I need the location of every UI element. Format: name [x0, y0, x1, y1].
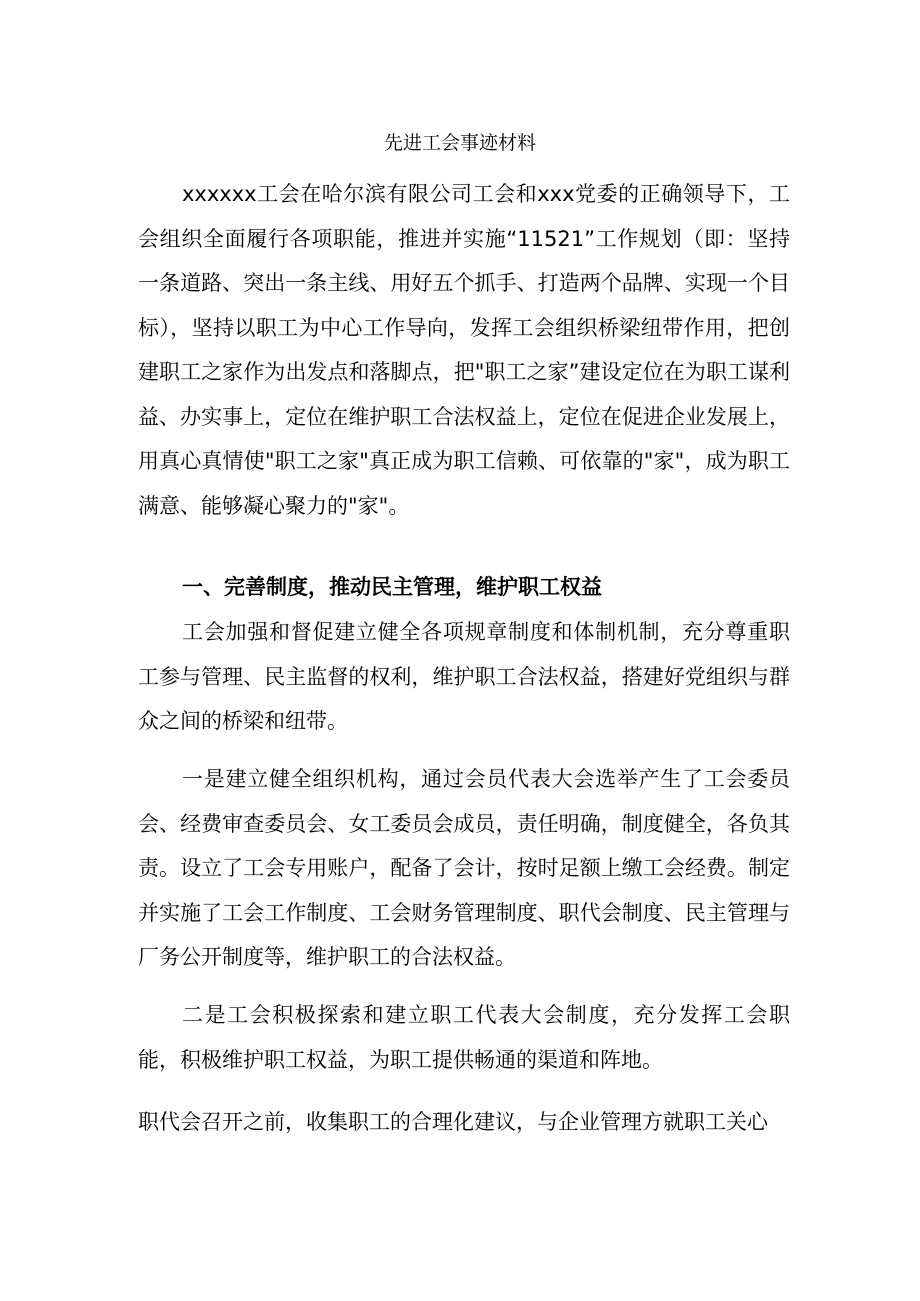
paragraph-organization: 一是建立健全组织机构，通过会员代表大会选举产生了工会委员会、经费审查委员会、女工委员会成员，责任明确，制度健全，各负其责。设立了工会专用账户，配备了会计，按时足额上缴工会经费。制定并实施了工会工作制度、工会财务管理制度、职代会制度、民主管理与厂务公开制度等，维护职工的合法权益。: [138, 767, 790, 969]
paragraph-system-building: 工会加强和督促建立健全各项规章制度和体制机制，充分尊重职工参与管理、民主监督的权利，维护职工合法权益，搭建好党组织与群众之间的桥梁和纽带。: [138, 620, 790, 733]
document-title: 先进工会事迹材料: [383, 132, 536, 154]
intro-paragraph: xxxxxx工会在哈尔滨有限公司工会和xxx党委的正确领导下，工会组织全面履行各项职能，推进并实施“11521”工作规划（即：坚持一条道路、突出一条主线、用好五个抓手、打造两个品牌、实现一个目标），坚持以职工为中心工作导向，发挥工会组织桥梁纽带作用，把创建职工之家作为出发点和落脚点，把"职工之家”建设定位在为职工谋利益、办实事上，定位在维护职工合法权益上，定位在促进企业发展上，用真心真情使"职工之家"真正成为职工信赖、可依靠的"家"，成为职工满意、能够凝心聚力的"家"。: [138, 182, 790, 518]
paragraph-before-congress: 职代会召开之前，收集职工的合理化建议，与企业管理方就职工关心: [138, 1110, 768, 1134]
section-heading-1: 一、完善制度，推动民主管理，维护职工权益: [182, 575, 602, 599]
paragraph-congress-system: 二是工会积极探索和建立职工代表大会制度，充分发挥工会职能，积极维护职工权益，为职工提供畅通的渠道和阵地。: [138, 1003, 790, 1072]
